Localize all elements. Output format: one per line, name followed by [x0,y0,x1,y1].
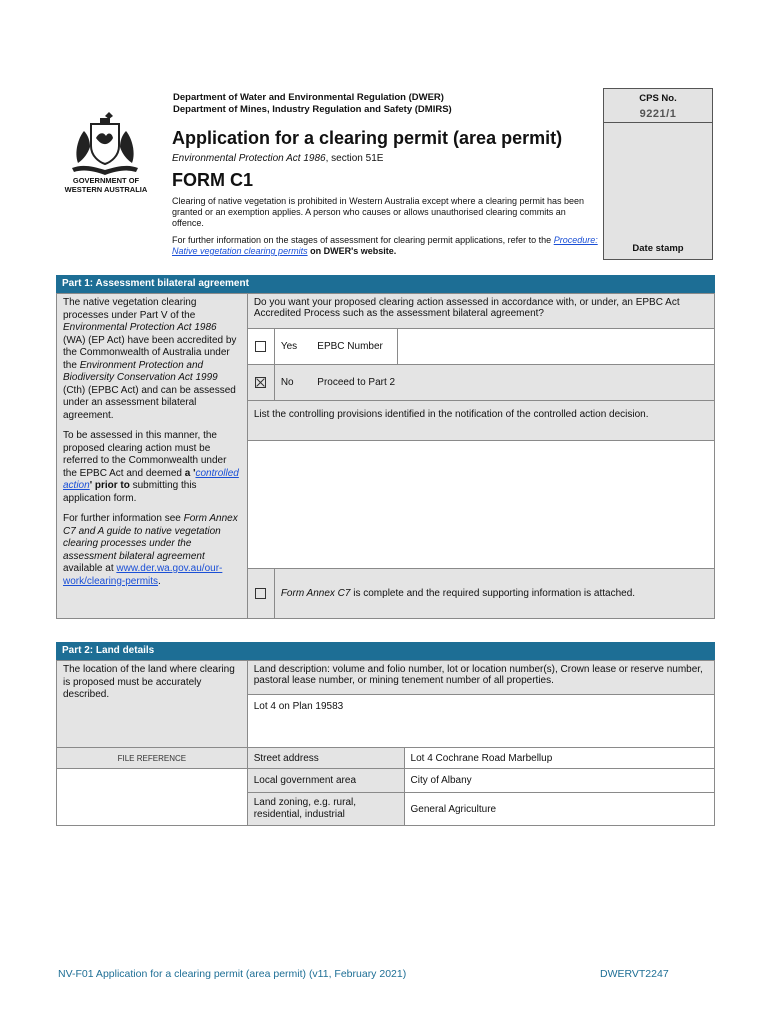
epbc-number-label: EPBC Number [311,329,397,365]
cps-box [603,88,713,260]
part2-heading: Part 2: Land details [56,642,715,660]
land-description-label: Land description: volume and folio number, lot or location number(s), Crown lease or reserve number, pastoral lease number, or mining tenement number of all properties. [247,661,714,695]
procedure-link[interactable]: Procedure: Native vegetation clearing permits [172,235,598,256]
controlled-action-link[interactable]: controlled action [63,467,239,491]
cps-header [604,89,712,123]
street-address-field[interactable]: Lot 4 Cochrane Road Marbellup [404,748,714,769]
cps-label: CPS No. [639,93,677,104]
form-code: FORM C1 [172,170,253,190]
part1-para-3: For further information see Form Annex C7 and A guide to native vegetation clearing processes under the assessment bilateral agreement available at www.der.wa.gov.au/our-work/clearing-permits. [63,513,238,587]
no-label: No [274,365,311,401]
annex-c7-checkbox[interactable] [255,588,266,599]
further-info-text [172,235,602,257]
annex-c7-label: Form Annex C7 is complete and the required supporting information is attached. [274,569,714,619]
footer-code: DWERVT2247 [600,968,669,980]
file-reference-field[interactable] [57,769,248,826]
govt-line-2: WESTERN AUSTRALIA [64,185,148,194]
info-prefix: For further information on the stages of assessment for clearing permit applications, refer to the [172,235,554,245]
street-address-label: Street address [247,748,404,769]
clearing-permits-link[interactable]: www.der.wa.gov.au/our-work/clearing-permits [63,563,223,587]
govt-line-1: GOVERNMENT OF [72,176,140,185]
annex-cell [247,569,274,619]
yes-label: Yes [274,329,311,365]
part1-para-1: The native vegetation clearing processes under Part V of the Environmental Protection Act 1986 (WA) (EP Act) have been accredited by the Commonwealth of Australia under the Environment Protection and Biodiversity Conservation Act 1999 (Cth) (EPBC Act) and can be assessed under an assessment bilateral agreement. [63,297,237,421]
part1-left-info [57,294,248,619]
epbc-number-field[interactable] [397,329,714,365]
yes-checkbox[interactable] [255,341,266,352]
epbc-question: Do you want your proposed clearing action assessed in accordance with, or under, an EPBC Act Accredited Process such as the assessment bilateral agreement? [247,294,714,329]
part1-table [56,293,715,619]
lga-field[interactable]: City of Albany [404,769,714,793]
part2-left-info: The location of the land where clearing is proposed must be accurately described. [57,661,248,748]
intro-text: Clearing of native vegetation is prohibited in Western Australia except where a clearing permit has been granted or an exemption applies. A person who causes or allows unauthorised clearing commits an offence. [172,196,585,228]
dept-line-2: Department of Mines, Industry Regulation and Safety (DMIRS) [173,104,452,115]
file-reference-label: FILE REFERENCE [57,748,248,769]
proceed-part2-label: Proceed to Part 2 [311,365,714,401]
act-name: Environmental Protection Act 1986 [172,153,326,164]
government-label [56,176,156,194]
wa-coat-of-arms-logo [58,108,153,178]
land-description-field[interactable]: Lot 4 on Plan 19583 [247,695,714,748]
no-cell [247,365,274,401]
part1-heading: Part 1: Assessment bilateral agreement [56,275,715,293]
controlling-provisions-label: List the controlling provisions identified in the notification of the controlled action decision. [247,401,714,441]
part2-table [56,660,715,826]
date-stamp-label: Date stamp [632,243,684,254]
yes-cell [247,329,274,365]
part1-para-2: To be assessed in this manner, the proposed clearing action must be referred to the Commonwealth under the EPBC Act and deemed a 'controlled action' prior to submitting this application form. [63,430,239,504]
cps-number: 9221/1 [639,108,677,120]
controlling-provisions-field[interactable] [247,441,714,569]
info-suffix: on DWER's website. [307,246,397,256]
lga-label: Local government area [247,769,404,793]
land-zoning-field[interactable]: General Agriculture [404,793,714,826]
dept-line-1: Department of Water and Environmental Regulation (DWER) [173,92,444,103]
footer-document-id: NV-F01 Application for a clearing permit (area permit) (v11, February 2021) [58,968,407,980]
page-title: Application for a clearing permit (area permit) [172,128,563,148]
no-checkbox[interactable] [255,377,266,388]
act-section: , section 51E [325,153,384,164]
land-zoning-label: Land zoning, e.g. rural, residential, industrial [247,793,404,826]
department-names [173,92,452,116]
act-reference [172,153,383,164]
